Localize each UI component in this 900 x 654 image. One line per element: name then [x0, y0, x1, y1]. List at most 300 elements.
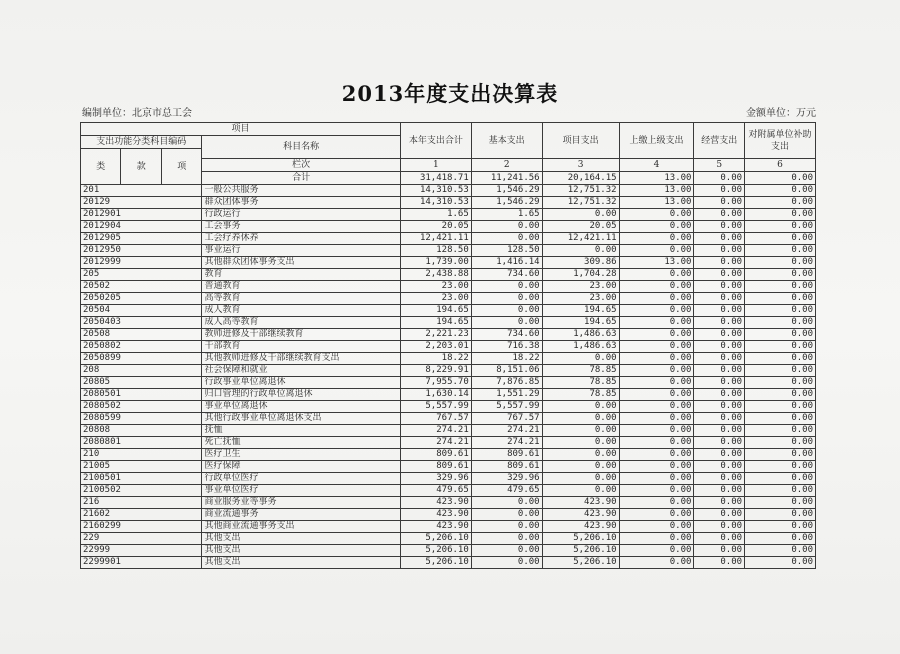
table-row: [81, 521, 816, 533]
row-name: 其他群众团体事务支出: [202, 257, 400, 269]
row-value: 0.00: [745, 197, 816, 209]
row-value: 0.00: [694, 389, 745, 401]
compiling-unit: 编制单位：北京市总工会: [82, 108, 192, 119]
table-row: [81, 329, 816, 341]
level-2: 2: [471, 159, 542, 172]
row-value: 0.00: [619, 425, 694, 437]
table-row: [81, 437, 816, 449]
row-value: 12,751.32: [542, 185, 619, 197]
row-value: 0.00: [471, 293, 542, 305]
header-item-name: 科目名称: [202, 136, 400, 159]
row-value: 128.50: [471, 245, 542, 257]
row-code: 2080501: [81, 389, 202, 401]
header-business-expenditure: 经营支出: [694, 123, 745, 159]
row-value: 0.00: [619, 533, 694, 545]
page-title: 2013年度支出决算表: [341, 81, 559, 106]
row-value: 0.00: [694, 533, 745, 545]
row-value: 767.57: [400, 413, 471, 425]
table-row: [81, 533, 816, 545]
row-value: 0.00: [694, 233, 745, 245]
header-total-expenditure: 本年支出合计: [400, 123, 471, 159]
row-code: 2100502: [81, 485, 202, 497]
row-value: 0.00: [619, 461, 694, 473]
row-value: 0.00: [471, 545, 542, 557]
row-value: 0.00: [619, 221, 694, 233]
row-name: 干部教育: [202, 341, 400, 353]
row-value: 5,557.99: [400, 401, 471, 413]
row-value: 0.00: [542, 437, 619, 449]
row-value: 734.60: [471, 269, 542, 281]
row-value: 0.00: [542, 209, 619, 221]
row-value: 0.00: [694, 545, 745, 557]
row-code: 2012901: [81, 209, 202, 221]
row-value: 0.00: [619, 401, 694, 413]
row-value: 1.65: [400, 209, 471, 221]
total-label: 合计: [202, 172, 400, 185]
row-value: 809.61: [471, 461, 542, 473]
row-value: 18.22: [471, 353, 542, 365]
row-value: 0.00: [745, 341, 816, 353]
row-value: 809.61: [471, 449, 542, 461]
table-row: [81, 341, 816, 353]
row-value: 0.00: [694, 329, 745, 341]
table-row: [81, 317, 816, 329]
row-name: 事业单位医疗: [202, 485, 400, 497]
row-value: 1,704.28: [542, 269, 619, 281]
row-value: 423.90: [542, 509, 619, 521]
row-value: 0.00: [694, 377, 745, 389]
row-name: 普通教育: [202, 281, 400, 293]
row-name: 商业流通事务: [202, 509, 400, 521]
row-value: 5,557.99: [471, 401, 542, 413]
row-code: 20502: [81, 281, 202, 293]
row-value: 194.65: [400, 305, 471, 317]
row-value: 0.00: [619, 317, 694, 329]
row-code: 2100501: [81, 473, 202, 485]
row-value: 7,876.85: [471, 377, 542, 389]
table-row: [81, 497, 816, 509]
row-value: 274.21: [400, 425, 471, 437]
row-code: 20808: [81, 425, 202, 437]
row-value: 1,739.00: [400, 257, 471, 269]
header-lei: 类: [81, 149, 121, 185]
table-row: [81, 353, 816, 365]
row-value: 0.00: [619, 557, 694, 569]
row-value: 423.90: [400, 509, 471, 521]
row-code: 2160299: [81, 521, 202, 533]
row-value: 13.00: [619, 257, 694, 269]
table-row: [81, 269, 816, 281]
row-value: 20.05: [542, 221, 619, 233]
row-value: 0.00: [694, 485, 745, 497]
row-value: 194.65: [542, 305, 619, 317]
row-value: 0.00: [471, 533, 542, 545]
row-value: 194.65: [542, 317, 619, 329]
row-value: 0.00: [471, 317, 542, 329]
row-value: 0.00: [694, 341, 745, 353]
row-value: 0.00: [745, 473, 816, 485]
table-row: [81, 557, 816, 569]
row-value: 8,229.91: [400, 365, 471, 377]
row-code: 2050899: [81, 353, 202, 365]
row-value: 0.00: [745, 269, 816, 281]
row-value: 0.00: [471, 509, 542, 521]
level-6: 6: [745, 159, 816, 172]
row-value: 0.00: [619, 245, 694, 257]
row-value: 0.00: [619, 293, 694, 305]
total-cell: 20,164.15: [542, 172, 619, 185]
table-row: [81, 365, 816, 377]
row-value: 194.65: [400, 317, 471, 329]
row-name: 成人高等教育: [202, 317, 400, 329]
row-name: 其他行政事业单位离退休支出: [202, 413, 400, 425]
row-value: 0.00: [745, 521, 816, 533]
row-value: 0.00: [619, 389, 694, 401]
row-name: 教师进修及干部继续教育: [202, 329, 400, 341]
row-code: 21602: [81, 509, 202, 521]
row-value: 0.00: [745, 353, 816, 365]
row-value: 309.86: [542, 257, 619, 269]
row-value: 0.00: [745, 257, 816, 269]
table-row: [81, 413, 816, 425]
level-4: 4: [619, 159, 694, 172]
row-value: 0.00: [694, 497, 745, 509]
row-code: 2080599: [81, 413, 202, 425]
row-value: 0.00: [745, 485, 816, 497]
row-value: 423.90: [400, 497, 471, 509]
row-value: 78.85: [542, 377, 619, 389]
row-name: 其他教师进修及干部继续教育支出: [202, 353, 400, 365]
row-value: 13.00: [619, 185, 694, 197]
row-value: 0.00: [619, 305, 694, 317]
row-value: 0.00: [619, 269, 694, 281]
row-value: 5,206.10: [542, 533, 619, 545]
row-value: 0.00: [745, 365, 816, 377]
row-code: 20805: [81, 377, 202, 389]
table-row: [81, 509, 816, 521]
row-value: 0.00: [745, 317, 816, 329]
row-value: 329.96: [471, 473, 542, 485]
row-value: 12,751.32: [542, 197, 619, 209]
table-body: [81, 185, 816, 569]
row-code: 2012950: [81, 245, 202, 257]
row-name: 归口管理的行政单位离退休: [202, 389, 400, 401]
row-value: 0.00: [745, 533, 816, 545]
row-value: 1,546.29: [471, 185, 542, 197]
row-value: 0.00: [745, 209, 816, 221]
header-project-expenditure: 项目支出: [542, 123, 619, 159]
row-value: 1.65: [471, 209, 542, 221]
row-value: 18.22: [400, 353, 471, 365]
row-value: 0.00: [619, 413, 694, 425]
row-name: 教育: [202, 269, 400, 281]
row-value: 0.00: [694, 281, 745, 293]
row-value: 809.61: [400, 461, 471, 473]
header-func-code: 支出功能分类科目编码: [81, 136, 202, 149]
row-code: 2299901: [81, 557, 202, 569]
row-value: 20.05: [400, 221, 471, 233]
row-value: 1,551.29: [471, 389, 542, 401]
row-value: 2,221.23: [400, 329, 471, 341]
row-name: 商业服务业等事务: [202, 497, 400, 509]
header-level: 栏次: [202, 159, 400, 172]
table-row: [81, 197, 816, 209]
table-row: [81, 209, 816, 221]
row-value: 0.00: [542, 485, 619, 497]
row-value: 0.00: [619, 329, 694, 341]
row-value: 12,421.11: [400, 233, 471, 245]
row-value: 734.60: [471, 329, 542, 341]
row-value: 0.00: [619, 353, 694, 365]
row-value: 0.00: [471, 521, 542, 533]
row-value: 23.00: [542, 293, 619, 305]
row-value: 0.00: [471, 233, 542, 245]
row-code: 2080801: [81, 437, 202, 449]
row-value: 14,310.53: [400, 185, 471, 197]
table-row: [81, 449, 816, 461]
row-value: 0.00: [694, 257, 745, 269]
row-value: 0.00: [745, 245, 816, 257]
header-basic-expenditure: 基本支出: [471, 123, 542, 159]
row-value: 7,955.70: [400, 377, 471, 389]
row-value: 0.00: [745, 425, 816, 437]
row-value: 0.00: [694, 437, 745, 449]
row-value: 0.00: [694, 557, 745, 569]
row-value: 274.21: [400, 437, 471, 449]
row-value: 479.65: [400, 485, 471, 497]
row-value: 0.00: [694, 461, 745, 473]
row-value: 274.21: [471, 425, 542, 437]
row-value: 23.00: [400, 281, 471, 293]
row-value: 5,206.10: [400, 533, 471, 545]
row-value: 23.00: [542, 281, 619, 293]
row-name: 其他支出: [202, 545, 400, 557]
row-value: 0.00: [542, 461, 619, 473]
table-row: [81, 401, 816, 413]
row-value: 0.00: [619, 437, 694, 449]
row-code: 229: [81, 533, 202, 545]
row-code: 2050205: [81, 293, 202, 305]
row-value: 0.00: [694, 413, 745, 425]
row-value: 0.00: [745, 185, 816, 197]
row-value: 0.00: [694, 521, 745, 533]
row-value: 0.00: [745, 401, 816, 413]
table-row: [81, 545, 816, 557]
row-name: 死亡抚恤: [202, 437, 400, 449]
row-value: 0.00: [619, 485, 694, 497]
row-value: 2,438.88: [400, 269, 471, 281]
row-code: 216: [81, 497, 202, 509]
table-row: [81, 485, 816, 497]
table-row: [81, 185, 816, 197]
total-cell: 0.00: [694, 172, 745, 185]
level-5: 5: [694, 159, 745, 172]
row-code: 22999: [81, 545, 202, 557]
row-name: 医疗卫生: [202, 449, 400, 461]
row-value: 0.00: [619, 509, 694, 521]
row-value: 0.00: [619, 209, 694, 221]
row-code: 2012904: [81, 221, 202, 233]
row-value: 0.00: [745, 305, 816, 317]
row-value: 0.00: [694, 209, 745, 221]
total-cell: 13.00: [619, 172, 694, 185]
row-value: 0.00: [745, 377, 816, 389]
header-upper-expenditure: 上缴上级支出: [619, 123, 694, 159]
row-name: 工会事务: [202, 221, 400, 233]
row-name: 医疗保障: [202, 461, 400, 473]
expenditure-table: [80, 122, 816, 569]
row-value: 5,206.10: [542, 557, 619, 569]
row-value: 0.00: [694, 317, 745, 329]
header-subsidy-expenditure: 对附属单位补助支出: [745, 123, 816, 159]
row-code: 20508: [81, 329, 202, 341]
row-value: 0.00: [619, 545, 694, 557]
row-value: 13.00: [619, 197, 694, 209]
row-value: 0.00: [694, 197, 745, 209]
row-name: 事业运行: [202, 245, 400, 257]
row-value: 0.00: [471, 221, 542, 233]
total-cell: 0.00: [745, 172, 816, 185]
header-kuan: 款: [121, 149, 161, 185]
row-value: 0.00: [619, 365, 694, 377]
row-name: 高等教育: [202, 293, 400, 305]
row-name: 其他商业流通事务支出: [202, 521, 400, 533]
row-value: 0.00: [745, 461, 816, 473]
row-value: 23.00: [400, 293, 471, 305]
row-name: 工会疗养休养: [202, 233, 400, 245]
row-value: 479.65: [471, 485, 542, 497]
row-value: 1,416.14: [471, 257, 542, 269]
total-cell: 31,418.71: [400, 172, 471, 185]
row-value: 5,206.10: [400, 557, 471, 569]
row-value: 0.00: [745, 293, 816, 305]
row-value: 1,546.29: [471, 197, 542, 209]
row-code: 21005: [81, 461, 202, 473]
row-value: 0.00: [694, 305, 745, 317]
row-value: 423.90: [542, 497, 619, 509]
row-value: 0.00: [745, 233, 816, 245]
row-value: 0.00: [694, 221, 745, 233]
table-row: [81, 293, 816, 305]
row-value: 0.00: [619, 473, 694, 485]
row-name: 成人教育: [202, 305, 400, 317]
header-project: 项目: [81, 123, 401, 136]
row-value: 0.00: [619, 521, 694, 533]
row-value: 0.00: [745, 449, 816, 461]
table-row: [81, 257, 816, 269]
row-value: 423.90: [400, 521, 471, 533]
row-value: 0.00: [471, 281, 542, 293]
row-value: 0.00: [694, 509, 745, 521]
row-code: 2080502: [81, 401, 202, 413]
table-row: [81, 233, 816, 245]
header-xiang: 项: [161, 149, 201, 185]
row-code: 208: [81, 365, 202, 377]
row-value: 2,203.01: [400, 341, 471, 353]
row-name: 群众团体事务: [202, 197, 400, 209]
row-value: 0.00: [619, 281, 694, 293]
row-name: 行政运行: [202, 209, 400, 221]
row-value: 423.90: [542, 521, 619, 533]
row-value: 0.00: [745, 329, 816, 341]
row-value: 0.00: [542, 473, 619, 485]
row-value: 0.00: [694, 185, 745, 197]
amount-unit: 金额单位：万元: [746, 108, 816, 119]
level-1: 1: [400, 159, 471, 172]
row-value: 0.00: [542, 449, 619, 461]
level-3: 3: [542, 159, 619, 172]
row-value: 0.00: [619, 233, 694, 245]
row-value: 0.00: [694, 293, 745, 305]
row-value: 0.00: [745, 221, 816, 233]
row-value: 0.00: [694, 365, 745, 377]
row-value: 0.00: [694, 473, 745, 485]
row-code: 210: [81, 449, 202, 461]
table-row: [81, 425, 816, 437]
row-value: 0.00: [471, 497, 542, 509]
row-value: 0.00: [694, 401, 745, 413]
row-value: 0.00: [542, 401, 619, 413]
row-code: 201: [81, 185, 202, 197]
row-value: 0.00: [745, 437, 816, 449]
row-value: 14,310.53: [400, 197, 471, 209]
row-name: 社会保障和就业: [202, 365, 400, 377]
row-name: 其他支出: [202, 533, 400, 545]
row-value: 0.00: [619, 497, 694, 509]
row-name: 抚恤: [202, 425, 400, 437]
table-row: [81, 245, 816, 257]
row-code: 2012999: [81, 257, 202, 269]
row-value: 0.00: [745, 497, 816, 509]
row-value: 0.00: [542, 245, 619, 257]
row-code: 2012905: [81, 233, 202, 245]
row-value: 0.00: [745, 557, 816, 569]
table-row: [81, 377, 816, 389]
row-value: 128.50: [400, 245, 471, 257]
row-value: 0.00: [694, 269, 745, 281]
row-value: 1,486.63: [542, 329, 619, 341]
row-value: 809.61: [400, 449, 471, 461]
row-name: 一般公共服务: [202, 185, 400, 197]
row-code: 2050802: [81, 341, 202, 353]
row-value: 0.00: [542, 353, 619, 365]
row-value: 0.00: [694, 245, 745, 257]
row-value: 5,206.10: [400, 545, 471, 557]
table-row: [81, 305, 816, 317]
row-name: 事业单位离退休: [202, 401, 400, 413]
row-value: 0.00: [745, 413, 816, 425]
row-value: 0.00: [745, 389, 816, 401]
row-value: 0.00: [542, 425, 619, 437]
row-name: 其他支出: [202, 557, 400, 569]
row-value: 0.00: [745, 545, 816, 557]
total-cell: 11,241.56: [471, 172, 542, 185]
row-value: 0.00: [745, 509, 816, 521]
row-value: 78.85: [542, 389, 619, 401]
row-value: 0.00: [694, 449, 745, 461]
row-value: 0.00: [619, 341, 694, 353]
row-value: 5,206.10: [542, 545, 619, 557]
table-row: [81, 461, 816, 473]
row-value: 12,421.11: [542, 233, 619, 245]
row-value: 329.96: [400, 473, 471, 485]
row-value: 0.00: [471, 305, 542, 317]
row-value: 0.00: [542, 413, 619, 425]
row-value: 0.00: [745, 281, 816, 293]
row-value: 767.57: [471, 413, 542, 425]
row-name: 行政单位医疗: [202, 473, 400, 485]
row-name: 行政事业单位离退休: [202, 377, 400, 389]
